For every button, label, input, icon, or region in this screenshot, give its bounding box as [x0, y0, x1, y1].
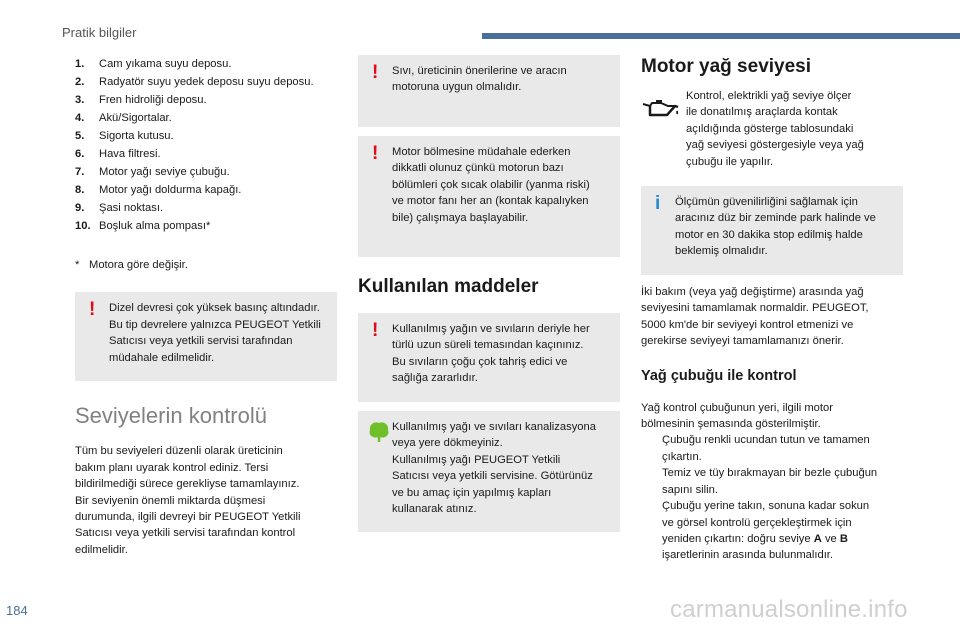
item-label: Radyatör suyu yedek deposu suyu deposu. [99, 76, 314, 88]
column-middle [358, 55, 620, 532]
eco-line: Satıcısı veya yetkili servisine. Götürünüz [392, 470, 593, 483]
list-item [75, 55, 337, 73]
item-number: 9. [75, 202, 85, 214]
step-line: sapını silin. [662, 483, 718, 496]
list-item [75, 163, 337, 181]
text-line: ile donatılmış araçlarda kontak [686, 106, 838, 119]
levels-body [75, 443, 337, 558]
list-item [75, 181, 337, 199]
item-number: 4. [75, 112, 85, 124]
warning-box-used-oil [358, 313, 620, 402]
item-label: Motor yağı doldurma kapağı. [99, 184, 242, 196]
list-item [641, 432, 903, 465]
eco-box [358, 411, 620, 532]
oil-can-icon [641, 98, 679, 120]
text-line: 5000 km'de bir seviyeyi kontrol etmenizi ve [641, 318, 854, 331]
step-line: Çubuğu yerine takın, sonuna kadar sokun [662, 500, 870, 513]
item-number: 6. [75, 148, 85, 160]
item-label: Cam yıkama suyu deposu. [99, 58, 232, 70]
conjunction: ve [824, 532, 837, 545]
text-line: çubuğu ile yapılır. [686, 155, 774, 168]
warning-icon: ! [372, 143, 379, 164]
text-line: edilmelidir. [75, 543, 128, 556]
info-line: aracınız düz bir zeminde park halinde ve [675, 212, 876, 225]
watermark: carmanualsonline.info [670, 596, 908, 623]
warning-line: Satıcısı veya yetkili servisi tarafından [109, 335, 293, 348]
oil-level-body [641, 284, 903, 350]
warning-icon: ! [89, 299, 96, 321]
text-line: yağ seviyesi göstergesiyle veya yağ [686, 139, 864, 152]
gauge-section [641, 88, 903, 170]
step-line: ve görsel kontrolü gerçekleştirmek için [662, 516, 852, 529]
column-right [641, 55, 903, 564]
step-line: çıkartın. [662, 450, 702, 463]
list-item [75, 199, 337, 217]
text-line: İki bakım (veya yağ değiştirme) arasında yağ [641, 286, 864, 299]
dipstick-intro [641, 400, 903, 433]
warning-line: türlü uzun süreli temasından kaçınınız. [392, 339, 584, 352]
mark-b: B [839, 532, 848, 545]
text-line: gerekirse seviyeyi tamamlamanızı önerir. [641, 335, 844, 348]
info-line: beklemiş olmalıdır. [675, 245, 768, 258]
item-number: 7. [75, 166, 85, 178]
item-number: 1. [75, 58, 85, 70]
used-products-title: Kullanılan maddeler [358, 276, 539, 297]
warning-line: Bu tip devrelere yalnızca PEUGEOT Yetkili [109, 318, 321, 331]
eco-line: ve bu amaç için yapılmış kapları [392, 486, 552, 499]
item-number: 10. [75, 220, 91, 232]
item-label: Hava filtresi. [99, 148, 161, 160]
column-left [75, 55, 337, 558]
text-line: seviyesini tamamlamak normaldir. PEUGEOT, [641, 302, 869, 315]
footnote-marker: * [75, 259, 80, 271]
warning-line: ve motor fanı her an (kontak kapalıyken [392, 195, 589, 208]
text-line: Tüm bu seviyeleri düzenli olarak üreticinin [75, 445, 283, 458]
mark-a: A [813, 532, 822, 545]
item-label: Fren hidroliği deposu. [99, 94, 207, 106]
item-label: Akü/Sigortalar. [99, 112, 172, 124]
warning-box-fluids [358, 55, 620, 127]
step-text: yeniden çıkartın: doğru seviye [662, 532, 811, 545]
leaf-icon [366, 420, 392, 442]
info-line: motor en 30 dakika stop edilmiş halde [675, 228, 863, 241]
text-line: Yağ kontrol çubuğunun yeri, ilgili motor [641, 401, 833, 414]
item-label: Boşluk alma pompası* [99, 220, 211, 232]
gauge-text [686, 88, 864, 170]
warning-line: Kullanılmış yağın ve sıvıların deriyle her [392, 323, 590, 335]
eco-line: Kullanılmış yağı PEUGEOT Yetkili [392, 453, 561, 466]
warning-box-diesel [75, 292, 337, 381]
item-number: 2. [75, 76, 85, 88]
warning-line: dikkatli olunuz çünkü motorun bazı [392, 162, 564, 175]
item-number: 8. [75, 184, 85, 196]
text-line: Kontrol, elektrikli yağ seviye ölçer [686, 90, 852, 102]
warning-icon: ! [372, 320, 379, 341]
text-line: bildirilmediği sürece gerekliyse tamamlayınız. [75, 478, 300, 491]
oil-can-icon-wrap [641, 88, 686, 170]
info-box [641, 186, 903, 275]
list-item [75, 127, 337, 145]
eco-line: kullanarak atınız. [392, 503, 477, 516]
warning-line: müdahale edilmelidir. [109, 351, 215, 364]
list-item [75, 73, 337, 91]
info-line: Ölçümün güvenilirliğini sağlamak için [675, 196, 858, 209]
list-item [75, 91, 337, 109]
item-label: Şasi noktası. [99, 202, 164, 214]
header-bar [482, 33, 960, 39]
step-line [662, 531, 903, 547]
warning-line: sağlığa zararlıdır. [392, 372, 478, 385]
warning-line: Bu sıvıların çoğu çok tahriş edici ve [392, 355, 568, 368]
text-line: açıldığında gösterge tablosundaki [686, 122, 854, 135]
oil-level-title: Motor yağ seviyesi [641, 56, 812, 77]
warning-line: motoruna uygun olmalıdır. [392, 81, 522, 94]
item-label: Sigorta kutusu. [99, 130, 174, 142]
list-item [75, 109, 337, 127]
footnote-text: Motora göre değişir. [89, 259, 188, 271]
footnote [75, 257, 337, 273]
text-line: durumunda, ilgili devreyi bir PEUGEOT Yetkili [75, 511, 301, 524]
info-icon: i [655, 193, 661, 215]
warning-line: bile) çalışmaya başlayabilir. [392, 211, 529, 224]
page-number: 184 [6, 603, 28, 618]
step-line: Çubuğu renkli ucundan tutun ve tamamen [662, 434, 870, 447]
item-number: 3. [75, 94, 85, 106]
text-line: bakım planı uyarak kontrol ediniz. Tersi [75, 461, 269, 474]
warning-line: bölümleri çok sıcak olabilir (yanma riski) [392, 178, 590, 191]
list-item [641, 465, 903, 498]
dipstick-steps [641, 432, 903, 563]
text-line: bölmesinin şemasında gösterilmiştir. [641, 418, 821, 431]
dipstick-title: Yağ çubuğu ile kontrol [641, 367, 797, 384]
list-item [641, 498, 903, 564]
warning-line: Motor bölmesine müdahale ederken [392, 146, 571, 158]
list-item [75, 217, 337, 235]
text-line: Bir seviyenin önemli miktarda düşmesi [75, 494, 266, 507]
step-line: işaretlerinin arasında bulunmalıdır. [662, 549, 834, 562]
warning-box-engine [358, 136, 620, 257]
item-label: Motor yağı seviye çubuğu. [99, 166, 230, 178]
levels-title: Seviyelerin kontrolü [75, 403, 267, 429]
item-number: 5. [75, 130, 85, 142]
list-item [75, 145, 337, 163]
text-line: Satıcısı veya yetkili servisi tarafından kontrol [75, 527, 296, 540]
warning-line: Sıvı, üreticinin önerilerine ve aracın [392, 65, 567, 77]
step-line: Temiz ve tüy bırakmayan bir bezle çubuğun [662, 467, 878, 480]
section-title: Pratik bilgiler [62, 25, 137, 40]
warning-line: Dizel devresi çok yüksek basınç altındadır. [109, 302, 320, 315]
parts-list [75, 55, 337, 235]
warning-icon: ! [372, 62, 379, 83]
eco-line: Kullanılmış yağı ve sıvıları kanalizasyona [392, 421, 596, 433]
eco-line: veya yere dökmeyiniz. [392, 437, 503, 450]
